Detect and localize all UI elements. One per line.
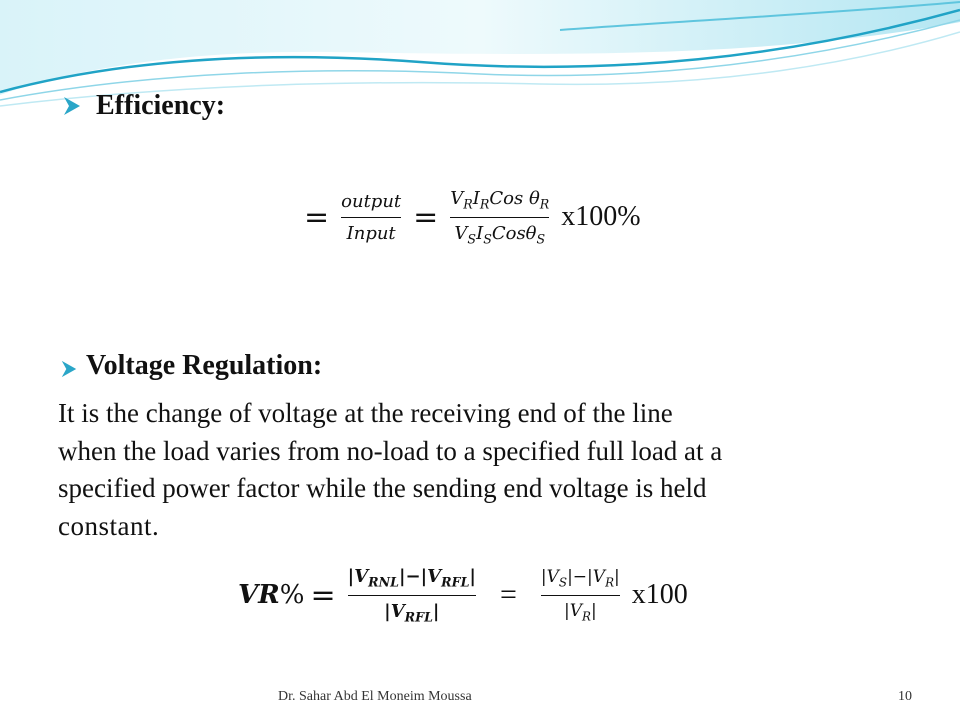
equals-sign: = [499,578,517,612]
voltage-regulation-formula [238,566,688,625]
output-over-input-fraction: $\frac{\text{output}}{\text{Input}}$ [341,190,402,245]
paragraph-line: constant. [58,510,160,541]
footer-author: Dr. Sahar Abd El Moneim Moussa [278,689,472,704]
efficiency-formula [298,188,641,247]
efficiency-heading: Efficiency: [96,90,226,121]
vr-no-load-full-load-fraction: $\frac{|V_{RNL}|-|V_{RFL}|}{|V_{RFL}|}$ [347,566,476,625]
voltage-regulation-definition [58,395,918,545]
percent-sign: % [279,580,305,611]
vr-symbol: VR [238,580,280,611]
slide-number: 10 [898,689,912,704]
paragraph-line: specified power factor while the sending end voltage is held [58,473,707,503]
equals-sign: = [413,199,439,235]
times-100: x100 [631,579,688,611]
equals-sign: = [304,199,330,235]
voltage-regulation-heading: Voltage Regulation: [86,350,323,381]
power-ratio-fraction: $\frac{V_RI_RCos \theta_R}{V_SI_SCos\theta_S}$ [450,188,550,247]
equals-sign: = [310,577,336,613]
paragraph-line: when the load varies from no-load to a specified full load at a [58,435,723,466]
bullet-arrow-icon [60,359,78,379]
vr-sending-receiving-fraction: $\frac{|V_S|-|V_R|}{|V_R|}$ [540,567,620,624]
times-100-percent: x100% [561,201,641,233]
bullet-arrow-icon [62,95,82,117]
paragraph-line: It is the change of voltage at the receiving end of the line [58,398,673,428]
